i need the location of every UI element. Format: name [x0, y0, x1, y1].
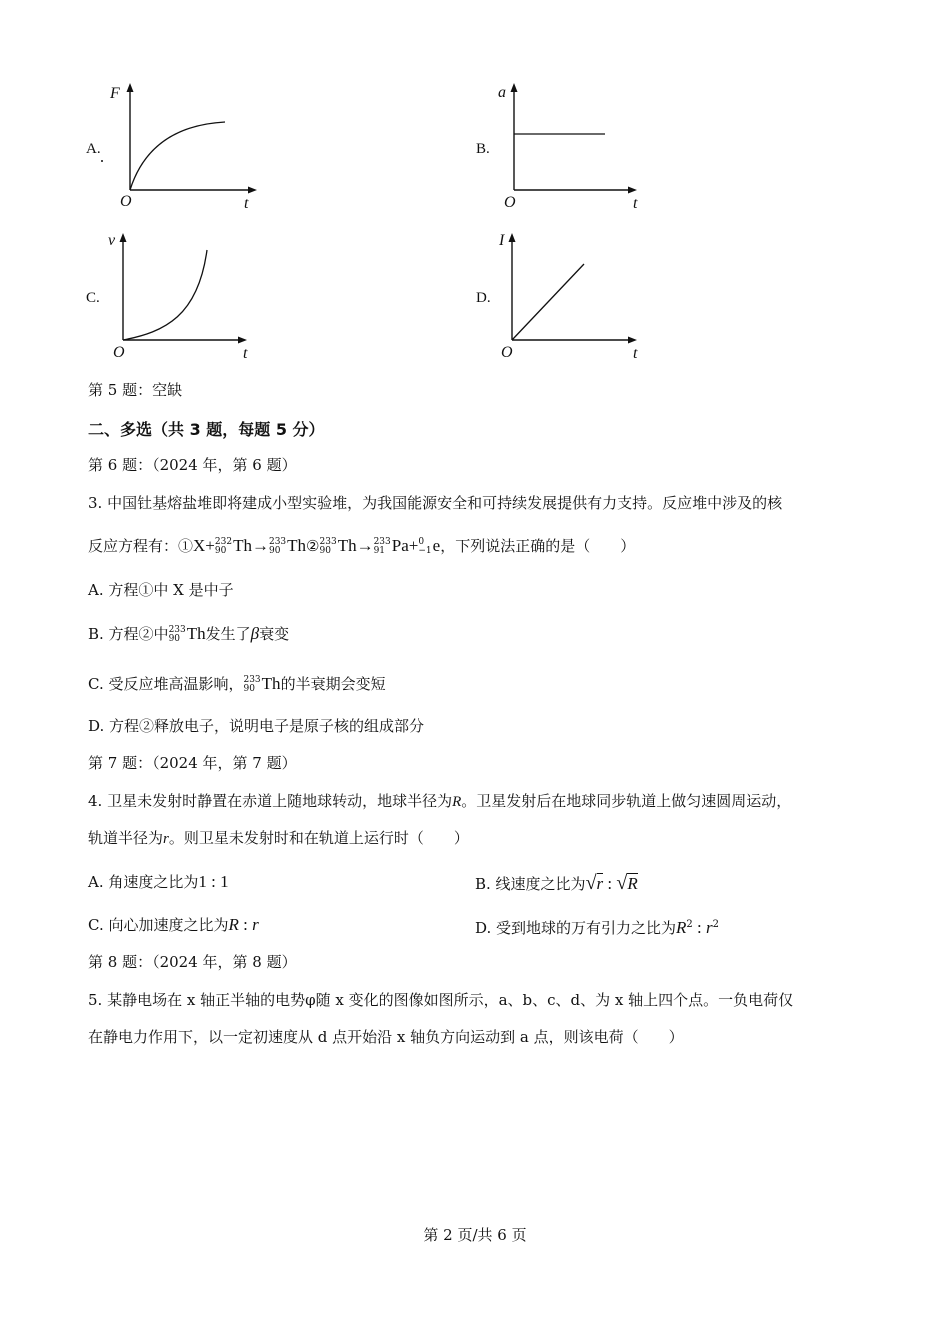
page-footer: 第 2 页/共 6 页 — [423, 1226, 527, 1244]
q8-line2: 在静电力作用下，以一定初速度从 d 点开始沿 x 轴负方向运动到 a 点，则该电荷（ ） — [88, 1028, 684, 1046]
pa-z: 91 — [373, 546, 386, 556]
stray-dot — [101, 160, 103, 162]
q7-option-d-colon: : — [692, 918, 707, 937]
q7-line2-a: 轨道半径为 — [88, 829, 164, 847]
graph-a-curve — [130, 122, 225, 190]
q6-th233b-symbol: Th — [337, 536, 357, 555]
sqrt-icon: √ — [585, 872, 597, 894]
graph-d-line — [512, 264, 584, 340]
q6-arrow-2: → — [356, 536, 374, 555]
graph-c-svg — [80, 228, 270, 363]
q6-source: 第 6 题：（2024 年，第 6 题） — [88, 456, 297, 474]
pa-mass: 233 — [373, 537, 391, 547]
q7-option-c — [88, 915, 259, 935]
graph-a-origin: O — [120, 193, 132, 210]
q6-option-b-th: Th — [186, 624, 206, 643]
graph-b-y-arrow — [511, 83, 518, 92]
graph-a-y-label: F — [110, 85, 120, 102]
graph-b-x-arrow — [628, 187, 637, 194]
graph-d-x-label: t — [633, 345, 638, 362]
q6-th233-symbol: Th — [287, 536, 307, 555]
graph-d-svg — [470, 228, 660, 363]
q8-source: 第 8 题：（2024 年，第 8 题） — [88, 953, 297, 971]
q6-plus-1: + — [205, 536, 215, 555]
q7-option-c-R: R — [228, 915, 239, 934]
q6-x: X — [193, 536, 206, 555]
q6-th232-symbol: Th — [233, 536, 252, 555]
q6-option-b-nuclide — [169, 626, 186, 644]
q6-arrow-1: → — [251, 536, 269, 555]
q7-line1 — [88, 791, 791, 812]
nuclide-th233b-numbers — [320, 538, 337, 556]
q6-option-c — [88, 670, 386, 698]
graph-c-y-label: v — [108, 232, 116, 249]
graph-d-y-arrow — [509, 233, 516, 242]
q7-r: r — [163, 831, 169, 847]
th233-mass: 233 — [268, 537, 287, 547]
q8-line1: 5. 某静电场在 x 轴正半轴的电势φ随 x 变化的图像如图所示，a、b、c、d、为 x 轴上四个点。一负电荷仅 — [88, 991, 794, 1009]
e-mass: 0 — [418, 537, 425, 547]
th233b-mass: 233 — [319, 537, 337, 547]
q6-e-symbol: e — [432, 536, 441, 555]
q6-option-b-pre: B. 方程②中 — [88, 625, 169, 643]
q6-option-b — [88, 620, 289, 648]
q7-option-a — [88, 872, 229, 892]
q6-line2-prefix: 反应方程有：① — [88, 537, 194, 555]
q7-option-a-value: 1 : 1 — [198, 872, 229, 891]
q6-option-c-th: Th — [261, 674, 281, 693]
q7-option-b — [475, 869, 638, 897]
optc-z: 90 — [243, 684, 255, 694]
electron-numbers — [418, 538, 431, 556]
graph-a-svg — [80, 80, 270, 215]
q7-option-c-label: C. 向心加速度之比为 — [88, 916, 229, 934]
q7-option-d-label: D. 受到地球的万有引力之比为 — [475, 919, 677, 937]
q6-line2 — [88, 532, 635, 560]
q7-option-d-r: r — [706, 918, 713, 937]
q6-line1: 3. 中国钍基熔盐堆即将建成小型实验堆，为我国能源安全和可持续发展提供有力支持。反应堆中涉及的核 — [88, 494, 783, 512]
q7-line1-a: 4. 卫星未发射时静置在赤道上随地球转动，地球半径为 — [88, 792, 453, 810]
q7-line2 — [88, 828, 469, 849]
graph-c-origin: O — [113, 344, 125, 361]
graph-b-option: B. — [476, 141, 490, 157]
q6-circ2: ② — [306, 537, 320, 555]
nuclide-pa-numbers — [374, 538, 391, 556]
e-z: −1 — [418, 546, 432, 556]
graph-c-y-arrow — [120, 233, 127, 242]
sqrt-icon-2: √ — [616, 872, 628, 894]
q7-option-b-r: r — [596, 874, 604, 893]
graph-c-curve — [123, 250, 207, 340]
th233-z: 90 — [268, 546, 281, 556]
q7-source: 第 7 题：（2024 年，第 7 题） — [88, 754, 297, 772]
q7-option-b-label: B. 线速度之比为 — [475, 875, 586, 893]
q7-option-c-colon: : — [238, 915, 253, 934]
q6-line2-suffix: ，下列说法正确的是（ ） — [440, 537, 636, 555]
q5-note: 第 5 题：空缺 — [88, 381, 183, 399]
q6-option-b-post: 发生了 — [205, 625, 251, 643]
graph-a — [80, 80, 270, 215]
nuclide-th233-numbers — [269, 538, 286, 556]
graph-c-x-arrow — [238, 337, 247, 344]
q6-option-a: A. 方程①中 X 是中子 — [88, 581, 234, 599]
nuclide-th232-numbers — [215, 538, 232, 556]
graph-c-option: C. — [86, 290, 100, 306]
graph-d-option: D. — [476, 290, 491, 306]
th232-mass: 232 — [214, 537, 233, 547]
graph-b-origin: O — [504, 194, 516, 211]
q7-line1-b: 。卫星发射后在地球同步轨道上做匀速圆周运动， — [461, 792, 792, 810]
optb-mass: 233 — [168, 625, 186, 635]
q7-option-c-r: r — [252, 915, 259, 934]
optb-z: 90 — [168, 634, 181, 644]
graph-b-y-label: a — [498, 84, 506, 101]
graph-b — [470, 80, 660, 215]
q7-option-b-R: R — [627, 874, 638, 893]
q6-pa-symbol: Pa — [391, 536, 409, 555]
graph-a-option: A. — [86, 141, 101, 157]
graph-d-origin: O — [501, 344, 513, 361]
graph-c-x-label: t — [243, 345, 248, 362]
q7-option-d-R: R — [676, 918, 687, 937]
graph-d-x-arrow — [628, 337, 637, 344]
q7-line2-b: 。则卫星未发射时和在轨道上运行时（ ） — [168, 829, 469, 847]
graph-b-x-label: t — [633, 195, 638, 212]
graph-a-x-label: t — [244, 195, 249, 212]
graph-b-svg — [470, 80, 660, 215]
graph-d — [470, 228, 660, 363]
th233b-z: 90 — [319, 546, 331, 556]
q6-option-c-nuclide — [243, 676, 260, 694]
q6-option-d: D. 方程②释放电子，说明电子是原子核的组成部分 — [88, 717, 425, 735]
th232-z: 90 — [214, 546, 227, 556]
q7-option-d-exp2: 2 — [712, 919, 720, 930]
q6-plus-2: + — [408, 536, 419, 555]
q7-R: R — [452, 794, 462, 810]
graph-d-y-label: I — [499, 232, 505, 249]
q6-option-b-beta: β — [250, 624, 260, 643]
graph-a-x-arrow — [248, 187, 257, 194]
q7-option-a-label: A. 角速度之比为 — [88, 873, 199, 891]
q7-option-b-colon: : — [603, 874, 617, 893]
graph-c — [80, 228, 270, 363]
section-title: 二、多选（共 3 题，每题 5 分） — [88, 420, 325, 439]
q7-option-d-exp1: 2 — [686, 919, 693, 930]
q6-option-c-post: 的半衰期会变短 — [280, 675, 386, 693]
q7-option-d — [475, 915, 719, 938]
optc-mass: 233 — [243, 675, 261, 685]
q6-option-b-end: 衰变 — [259, 625, 290, 643]
graph-a-y-arrow — [127, 83, 134, 92]
q6-option-c-pre: C. 受反应堆高温影响， — [88, 675, 244, 693]
